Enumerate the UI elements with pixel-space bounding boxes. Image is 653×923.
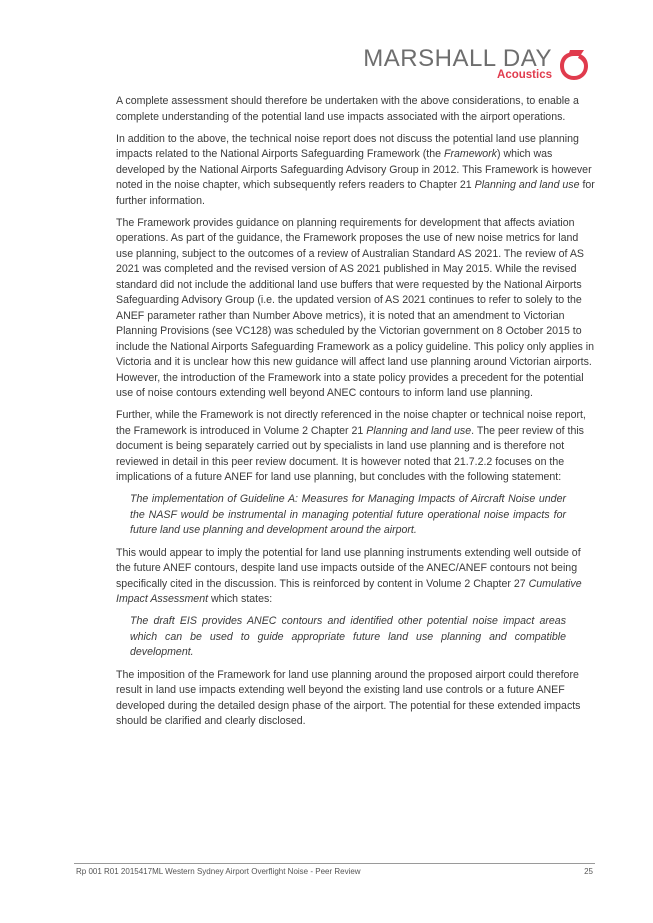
paragraph: This would appear to imply the potential for land use planning instruments extending well outside of the future ANEF contours, despite land use impacts outside of the ANEC/ANEF contours not being specifically cited in the discussion. This is reinforced by content in Volume 2 Chapter 27 Cumulative Impact Assessment which states: — [116, 546, 582, 605]
company-logo — [360, 46, 600, 88]
paragraph: A complete assessment should therefore be undertaken with the above considerations, to enable a complete understanding of the potential land use impacts associated with the airport operations. — [116, 95, 579, 123]
footer-document-reference: Rp 001 R01 2015417ML Western Sydney Airport Overflight Noise - Peer Review — [76, 867, 361, 876]
logo-subtitle: Acoustics — [497, 69, 552, 81]
logo-name: MARSHALL DAY — [363, 45, 552, 72]
block-quote: The draft EIS provides ANEC contours and identified other potential noise impact areas which can be used to guide appropriate future land use planning and compatible development. — [130, 615, 566, 658]
paragraph: Further, while the Framework is not directly referenced in the noise chapter or technical noise report, the Framework is introduced in Volume 2 Chapter 21 Planning and land use. The peer review of this document is being separately carried out by specialists in land use planning and is therefore not reviewed in detail in this peer review document. It is however noted that 21.7.2.2 focuses on the implications of a future ANEF for land use planning, but concludes with the following statement: — [116, 409, 586, 483]
paragraph: The imposition of the Framework for land use planning around the proposed airport could therefore result in land use impacts extending well beyond the existing land use controls or a future ANEF developed during the detailed design phase of the airport. The potential for these extended impacts should be clarified and clearly disclosed. — [116, 668, 581, 727]
paragraph: In addition to the above, the technical noise report does not discuss the potential land use planning impacts related to the National Airports Safeguarding Framework (the Framework) which was developed by the National Airports Safeguarding Advisory Group in 2012. This Framework is however noted in the noise chapter, which subsequently refers readers to Chapter 21 Planning and land use for further information. — [116, 132, 595, 207]
page-number: 25 — [584, 867, 593, 876]
paragraph: The Framework provides guidance on planning requirements for development that affects aviation operations. As part of the guidance, the Framework proposes the use of new noise metrics for land use planning, subject to the outcomes of a review of Australian Standard AS 2021. The review of AS 2021 was completed and the revised version of AS 2021 published in May 2015. While the revised standard did not include the additional land use buffers that were requested by the National Airports Safeguarding Advisory Group (i.e. the updated version of AS 2021 continues to refer to solely to the ANEF parameter rather than Number Above metrics), it is noted that an amendment to Victorian Planning Provisions (see VC128) was scheduled by the Victorian government on 8 October 2015 to include the National Airports Safeguarding Framework as a policy guideline. This policy only applies in Victoria and it is unclear how this new guidance will affect land use planning around Victorian airports. However, the introduction of the Framework into a state policy provides a precedent for the potential use of noise contours extending well beyond ANEC contours to inform land use planning. — [116, 216, 594, 399]
body-text — [116, 94, 596, 736]
footer-divider — [74, 863, 595, 864]
block-quote: The implementation of Guideline A: Measures for Managing Impacts of Aircraft Noise under the NASF would be instrumental in managing potential future operational noise impacts for future land use planning and development around the airport. — [130, 493, 566, 536]
marshall-day-logo-icon — [558, 48, 590, 82]
